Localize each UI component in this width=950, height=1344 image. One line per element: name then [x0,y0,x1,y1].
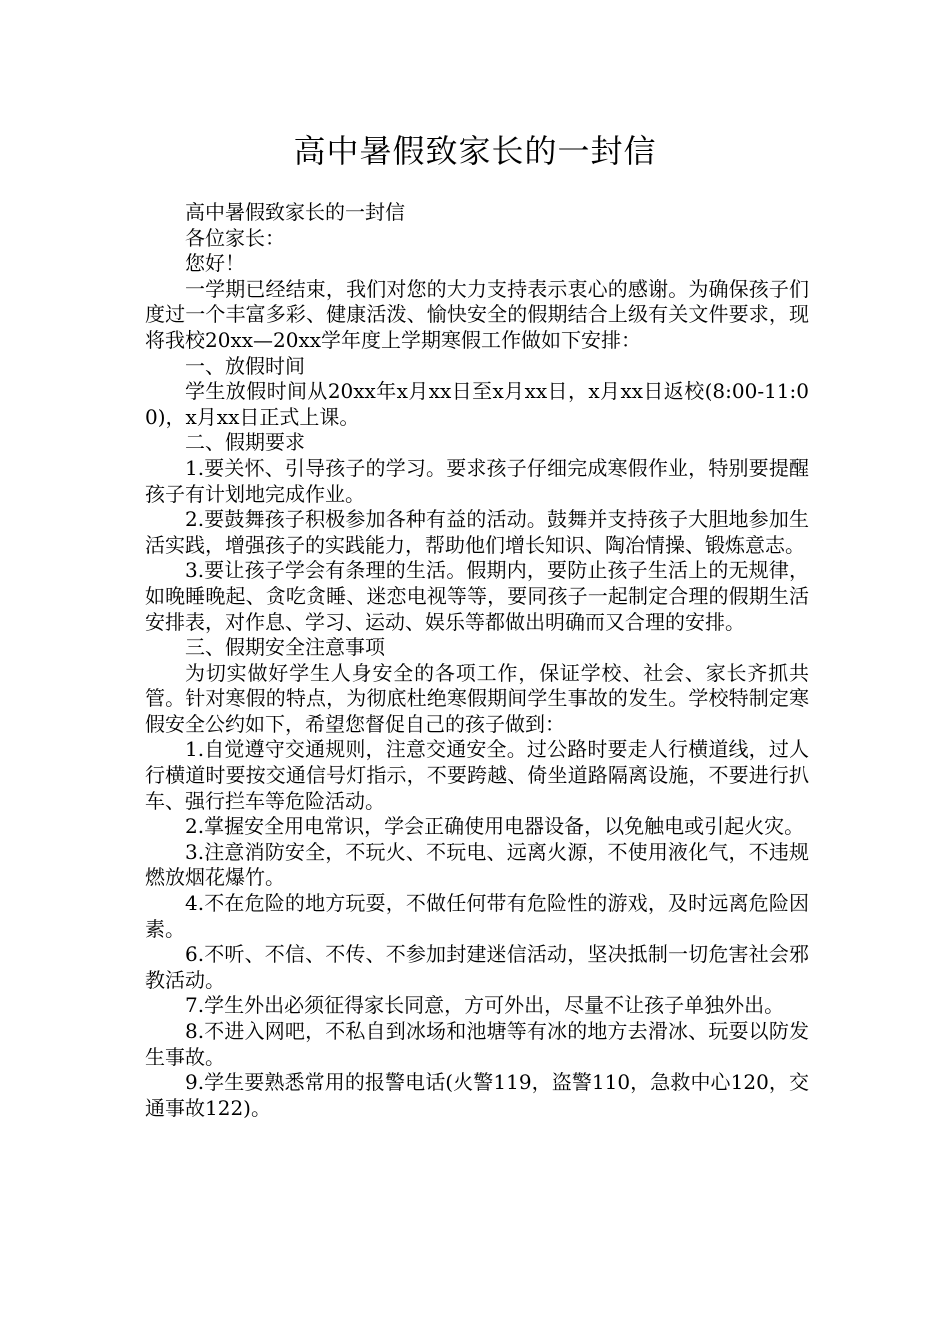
paragraph: 学生放假时间从20xx年x月xx日至x月xx日，x月xx日返校(8:00-11:00)，x月xx日正式上课。 [145,379,809,429]
list-item: 7.学生外出必须征得家长同意，方可外出，尽量不让孩子单独外出。 [185,993,785,1018]
paragraph: 一学期已经结束，我们对您的大力支持表示衷心的感谢。为确保孩子们度过一个丰富多彩、健康活泼、愉快安全的假期结合上级有关文件要求，现将我校20xx—20xx学年度上学期寒假工作做如下安排： [145,276,809,352]
list-item: 1.自觉遵守交通规则，注意交通安全。过公路时要走人行横道线，过人行横道时要按交通信号灯指示，不要跨越、倚坐道路隔离设施，不要进行扒车、强行拦车等危险活动。 [145,737,809,813]
list-item: 9.学生要熟悉常用的报警电话(火警119，盗警110，急救中心120，交通事故122)。 [145,1070,809,1120]
section-heading: 三、假期安全注意事项 [185,635,385,660]
section-heading: 二、假期要求 [185,430,305,455]
document-title: 高中暑假致家长的一封信 [293,132,657,170]
list-item: 4.不在危险的地方玩耍，不做任何带有危险性的游戏，及时远离危险因素。 [145,891,809,941]
paragraph: 各位家长： [185,225,285,250]
list-item: 6.不听、不信、不传、不参加封建迷信活动，坚决抵制一切危害社会邪教活动。 [145,942,809,992]
paragraph: 高中暑假致家长的一封信 [185,200,405,224]
list-item: 8.不进入网吧，不私自到冰场和池塘等有冰的地方去滑冰、玩耍以防发生事故。 [145,1019,809,1069]
document-body [145,200,809,1121]
list-item: 1.要关怀、引导孩子的学习。要求孩子仔细完成寒假作业，特别要提醒孩子有计划地完成作业。 [145,455,809,506]
list-item: 3.注意消防安全，不玩火、不玩电、远离火源，不使用液化气，不违规燃放烟花爆竹。 [145,839,809,890]
section-heading: 一、放假时间 [185,353,305,378]
paragraph: 您好！ [185,251,245,276]
list-item: 2.掌握安全用电常识，学会正确使用电器设备，以免触电或引起火灾。 [185,814,805,839]
paragraph: 为切实做好学生人身安全的各项工作，保证学校、社会、家长齐抓共管。针对寒假的特点，为彻底杜绝寒假期间学生事故的发生。学校特制定寒假安全公约如下，希望您督促自己的孩子做到： [145,660,809,736]
list-item: 3.要让孩子学会有条理的生活。假期内，要防止孩子生活上的无规律，如晚睡晚起、贪吃贪睡、迷恋电视等等，要同孩子一起制定合理的假期生活安排表，对作息、学习、运动、娱乐等都做出明确而又合理的安排。 [145,558,809,634]
list-item: 2.要鼓舞孩子积极参加各种有益的活动。鼓舞并支持孩子大胆地参加生活实践，增强孩子的实践能力，帮助他们增长知识、陶冶情操、锻炼意志。 [145,507,809,557]
